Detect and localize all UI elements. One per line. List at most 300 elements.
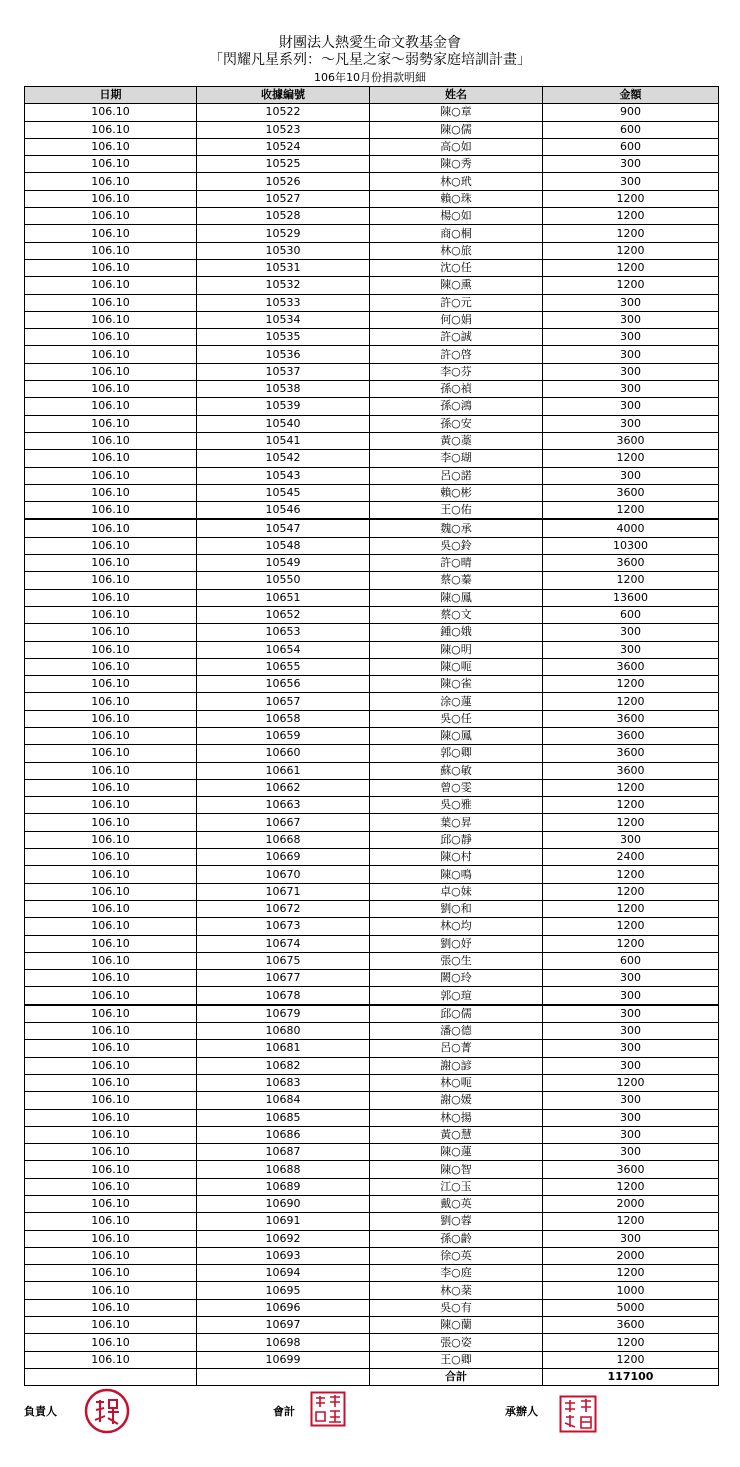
- cell-amount: 300: [543, 1023, 719, 1040]
- cell-name: 曾○雯: [370, 779, 543, 796]
- table-row: [25, 970, 719, 987]
- cell-amount: 300: [543, 1005, 719, 1023]
- cell-amount: 1200: [543, 866, 719, 883]
- table-header-row: [25, 87, 719, 104]
- cell-receipt: 10536: [197, 346, 370, 363]
- cell-amount: 3600: [543, 432, 719, 449]
- table-row: [25, 415, 719, 432]
- cell-amount: 300: [543, 1040, 719, 1057]
- cell-receipt: 10674: [197, 935, 370, 952]
- cell-date: 106.10: [25, 1109, 197, 1126]
- cell-name: 黃○藁: [370, 432, 543, 449]
- cell-date: 106.10: [25, 467, 197, 484]
- cell-amount: 1200: [543, 572, 719, 589]
- cell-date: 106.10: [25, 415, 197, 432]
- table-row: [25, 710, 719, 727]
- cell-receipt: 10688: [197, 1161, 370, 1178]
- cell-receipt: 10686: [197, 1126, 370, 1143]
- cell-name: 孫○齡: [370, 1230, 543, 1247]
- cell-amount: 1200: [543, 190, 719, 207]
- cell-date: 106.10: [25, 883, 197, 900]
- cell-receipt: 10689: [197, 1178, 370, 1195]
- cell-amount: 1200: [543, 259, 719, 276]
- table-row: [25, 190, 719, 207]
- cell-receipt: 10652: [197, 606, 370, 623]
- cell-amount: 300: [543, 624, 719, 641]
- cell-name: 郭○瑄: [370, 987, 543, 1005]
- cell-amount: 900: [543, 104, 719, 121]
- table-row: [25, 831, 719, 848]
- cell-receipt: 10539: [197, 398, 370, 415]
- cell-date: 106.10: [25, 104, 197, 121]
- table-row: [25, 641, 719, 658]
- cell-name: 林○玳: [370, 173, 543, 190]
- cell-receipt: 10522: [197, 104, 370, 121]
- cell-date: 106.10: [25, 311, 197, 328]
- cell-name: 陳○章: [370, 104, 543, 121]
- table-row: [25, 935, 719, 952]
- cell-date: 106.10: [25, 190, 197, 207]
- cell-receipt: 10662: [197, 779, 370, 796]
- table-row: [25, 866, 719, 883]
- cell-receipt: 10532: [197, 277, 370, 294]
- cell-receipt: 10692: [197, 1230, 370, 1247]
- cell-receipt: 10690: [197, 1196, 370, 1213]
- cell-date: 106.10: [25, 450, 197, 467]
- cell-receipt: 10671: [197, 883, 370, 900]
- cell-date: 106.10: [25, 641, 197, 658]
- cell-date: 106.10: [25, 918, 197, 935]
- cell-date: 106.10: [25, 1092, 197, 1109]
- cell-date: 106.10: [25, 797, 197, 814]
- cell-receipt: 10523: [197, 121, 370, 138]
- cell-date: 106.10: [25, 225, 197, 242]
- cell-receipt: 10541: [197, 432, 370, 449]
- cell-receipt: 10655: [197, 658, 370, 675]
- table-body: [25, 104, 719, 1369]
- table-row: [25, 311, 719, 328]
- cell-date: 106.10: [25, 138, 197, 155]
- cell-amount: 300: [543, 641, 719, 658]
- cell-receipt: 10696: [197, 1299, 370, 1316]
- cell-receipt: 10683: [197, 1074, 370, 1091]
- cell-name: 陳○明: [370, 641, 543, 658]
- cell-amount: 300: [543, 173, 719, 190]
- cell-amount: 1200: [543, 693, 719, 710]
- cell-name: 陳○秀: [370, 156, 543, 173]
- cell-name: 邱○儒: [370, 1005, 543, 1023]
- cell-receipt: 10675: [197, 952, 370, 969]
- cell-amount: 4000: [543, 519, 719, 537]
- cell-amount: 1200: [543, 814, 719, 831]
- col-header-receipt: 收據編號: [197, 87, 370, 104]
- total-row: [25, 1368, 719, 1385]
- cell-name: 吳○雅: [370, 797, 543, 814]
- cell-name: 陳○鳳: [370, 589, 543, 606]
- table-row: [25, 467, 719, 484]
- cell-name: 謝○諺: [370, 1057, 543, 1074]
- cell-name: 呂○諾: [370, 467, 543, 484]
- table-row: [25, 156, 719, 173]
- cell-date: 106.10: [25, 1247, 197, 1264]
- cell-amount: 1200: [543, 918, 719, 935]
- table-row: [25, 1161, 719, 1178]
- cell-receipt: 10670: [197, 866, 370, 883]
- table-row: [25, 363, 719, 380]
- cell-name: 呂○菁: [370, 1040, 543, 1057]
- cell-name: 陳○雀: [370, 676, 543, 693]
- cell-name: 劉○蓉: [370, 1213, 543, 1230]
- cell-date: 106.10: [25, 1161, 197, 1178]
- cell-name: 闕○玲: [370, 970, 543, 987]
- cell-name: 賴○彬: [370, 484, 543, 501]
- cell-name: 陳○熏: [370, 277, 543, 294]
- cell-name: 李○瑚: [370, 450, 543, 467]
- cell-amount: 3600: [543, 710, 719, 727]
- table-row: [25, 555, 719, 572]
- cell-name: 許○啓: [370, 346, 543, 363]
- cell-amount: 2000: [543, 1196, 719, 1213]
- table-row: [25, 745, 719, 762]
- cell-date: 106.10: [25, 1144, 197, 1161]
- table-row: [25, 883, 719, 900]
- table-row: [25, 693, 719, 710]
- cell-receipt: 10663: [197, 797, 370, 814]
- cell-name: 蔡○文: [370, 606, 543, 623]
- cell-date: 106.10: [25, 727, 197, 744]
- project-subtitle: 「閃耀凡星系列：～凡星之家～弱勢家庭培訓計畫」: [209, 52, 531, 68]
- cell-date: 106.10: [25, 519, 197, 537]
- table-row: [25, 294, 719, 311]
- cell-name: 林○呃: [370, 1074, 543, 1091]
- cell-date: 106.10: [25, 745, 197, 762]
- cell-amount: 3600: [543, 658, 719, 675]
- cell-date: 106.10: [25, 1282, 197, 1299]
- cell-receipt: 10530: [197, 242, 370, 259]
- cell-receipt: 10527: [197, 190, 370, 207]
- cell-date: 106.10: [25, 849, 197, 866]
- total-empty-cell: [197, 1368, 370, 1385]
- table-row: [25, 242, 719, 259]
- table-row: [25, 797, 719, 814]
- table-row: [25, 658, 719, 675]
- cell-name: 賴○珠: [370, 190, 543, 207]
- cell-name: 許○晴: [370, 555, 543, 572]
- table-row: [25, 225, 719, 242]
- cell-amount: 3600: [543, 484, 719, 501]
- cell-name: 黃○慧: [370, 1126, 543, 1143]
- table-row: [25, 1213, 719, 1230]
- table-row: [25, 1317, 719, 1334]
- cell-receipt: 10667: [197, 814, 370, 831]
- table-row: [25, 484, 719, 501]
- cell-name: 林○均: [370, 918, 543, 935]
- cell-date: 106.10: [25, 156, 197, 173]
- table-row: [25, 900, 719, 917]
- cell-amount: 300: [543, 294, 719, 311]
- cell-name: 徐○英: [370, 1247, 543, 1264]
- cell-date: 106.10: [25, 952, 197, 969]
- cell-receipt: 10660: [197, 745, 370, 762]
- cell-receipt: 10545: [197, 484, 370, 501]
- cell-date: 106.10: [25, 294, 197, 311]
- cell-name: 劉○妤: [370, 935, 543, 952]
- cell-amount: 300: [543, 363, 719, 380]
- cell-date: 106.10: [25, 900, 197, 917]
- responsible-seal: [84, 1388, 130, 1434]
- cell-amount: 1200: [543, 797, 719, 814]
- cell-date: 106.10: [25, 1040, 197, 1057]
- cell-name: 陳○村: [370, 849, 543, 866]
- cell-date: 106.10: [25, 1334, 197, 1351]
- cell-receipt: 10653: [197, 624, 370, 641]
- responsible-label: 負責人: [24, 1405, 57, 1418]
- cell-date: 106.10: [25, 537, 197, 554]
- cell-name: 楊○如: [370, 208, 543, 225]
- table-row: [25, 1057, 719, 1074]
- cell-amount: 3600: [543, 762, 719, 779]
- table-row: [25, 450, 719, 467]
- cell-receipt: 10533: [197, 294, 370, 311]
- table-row: [25, 1178, 719, 1195]
- table-row: [25, 1144, 719, 1161]
- cell-name: 郭○卿: [370, 745, 543, 762]
- cell-date: 106.10: [25, 502, 197, 520]
- cell-amount: 1200: [543, 1178, 719, 1195]
- table-row: [25, 814, 719, 831]
- cell-name: 江○玉: [370, 1178, 543, 1195]
- cell-name: 陳○鳳: [370, 727, 543, 744]
- cell-amount: 3600: [543, 1317, 719, 1334]
- cell-name: 張○姿: [370, 1334, 543, 1351]
- cell-date: 106.10: [25, 1023, 197, 1040]
- table-row: [25, 277, 719, 294]
- cell-receipt: 10538: [197, 381, 370, 398]
- cell-receipt: 10524: [197, 138, 370, 155]
- cell-date: 106.10: [25, 381, 197, 398]
- table-row: [25, 779, 719, 796]
- cell-date: 106.10: [25, 970, 197, 987]
- cell-date: 106.10: [25, 1005, 197, 1023]
- table-row: [25, 624, 719, 641]
- cell-receipt: 10547: [197, 519, 370, 537]
- table-row: [25, 138, 719, 155]
- cell-receipt: 10677: [197, 970, 370, 987]
- total-label: 合計: [370, 1368, 543, 1385]
- cell-name: 涂○蓮: [370, 693, 543, 710]
- col-header-date: 日期: [25, 87, 197, 104]
- cell-receipt: 10529: [197, 225, 370, 242]
- cell-name: 戴○英: [370, 1196, 543, 1213]
- cell-date: 106.10: [25, 710, 197, 727]
- cell-amount: 300: [543, 156, 719, 173]
- table-row: [25, 1126, 719, 1143]
- cell-receipt: 10668: [197, 831, 370, 848]
- cell-name: 何○娟: [370, 311, 543, 328]
- table-row: [25, 1092, 719, 1109]
- table-row: [25, 1109, 719, 1126]
- cell-date: 106.10: [25, 831, 197, 848]
- cell-amount: 300: [543, 381, 719, 398]
- cell-name: 蔡○蓁: [370, 572, 543, 589]
- cell-name: 吳○有: [370, 1299, 543, 1316]
- cell-amount: 600: [543, 952, 719, 969]
- table-row: [25, 173, 719, 190]
- table-row: [25, 589, 719, 606]
- cell-name: 高○如: [370, 138, 543, 155]
- cell-amount: 600: [543, 606, 719, 623]
- cell-receipt: 10537: [197, 363, 370, 380]
- org-title: 財團法人熱愛生命文教基金會: [279, 35, 461, 51]
- table-row: [25, 676, 719, 693]
- table-row: [25, 572, 719, 589]
- cell-amount: 600: [543, 121, 719, 138]
- cell-receipt: 10661: [197, 762, 370, 779]
- handler-seal: [559, 1395, 597, 1433]
- cell-receipt: 10698: [197, 1334, 370, 1351]
- cell-receipt: 10546: [197, 502, 370, 520]
- cell-name: 葉○昇: [370, 814, 543, 831]
- cell-receipt: 10658: [197, 710, 370, 727]
- cell-receipt: 10528: [197, 208, 370, 225]
- cell-name: 陳○鳴: [370, 866, 543, 883]
- cell-amount: 1200: [543, 779, 719, 796]
- cell-receipt: 10684: [197, 1092, 370, 1109]
- cell-receipt: 10697: [197, 1317, 370, 1334]
- cell-amount: 1200: [543, 208, 719, 225]
- table-row: [25, 519, 719, 537]
- cell-name: 李○芬: [370, 363, 543, 380]
- cell-name: 王○佑: [370, 502, 543, 520]
- cell-name: 吳○任: [370, 710, 543, 727]
- table-row: [25, 606, 719, 623]
- cell-date: 106.10: [25, 1265, 197, 1282]
- cell-date: 106.10: [25, 1057, 197, 1074]
- cell-date: 106.10: [25, 1178, 197, 1195]
- cell-receipt: 10526: [197, 173, 370, 190]
- table-row: [25, 398, 719, 415]
- cell-date: 106.10: [25, 1074, 197, 1091]
- table-row: [25, 1040, 719, 1057]
- cell-amount: 300: [543, 1230, 719, 1247]
- col-header-name: 姓名: [370, 87, 543, 104]
- table-row: [25, 1334, 719, 1351]
- cell-receipt: 10535: [197, 329, 370, 346]
- table-row: [25, 762, 719, 779]
- cell-receipt: 10654: [197, 641, 370, 658]
- cell-name: 陳○呃: [370, 658, 543, 675]
- cell-amount: 1200: [543, 935, 719, 952]
- table-row: [25, 952, 719, 969]
- cell-amount: 600: [543, 138, 719, 155]
- cell-amount: 300: [543, 1109, 719, 1126]
- cell-name: 王○卿: [370, 1351, 543, 1368]
- table-row: [25, 1351, 719, 1368]
- total-empty-cell: [25, 1368, 197, 1385]
- cell-date: 106.10: [25, 1317, 197, 1334]
- cell-name: 鍾○娥: [370, 624, 543, 641]
- cell-date: 106.10: [25, 1196, 197, 1213]
- cell-name: 林○揚: [370, 1109, 543, 1126]
- cell-receipt: 10659: [197, 727, 370, 744]
- cell-receipt: 10695: [197, 1282, 370, 1299]
- cell-receipt: 10531: [197, 259, 370, 276]
- cell-amount: 1200: [543, 242, 719, 259]
- table-row: [25, 208, 719, 225]
- cell-amount: 3600: [543, 555, 719, 572]
- table-row: [25, 918, 719, 935]
- table-row: [25, 104, 719, 121]
- cell-date: 106.10: [25, 121, 197, 138]
- table-row: [25, 727, 719, 744]
- cell-date: 106.10: [25, 173, 197, 190]
- cell-receipt: 10669: [197, 849, 370, 866]
- cell-receipt: 10534: [197, 311, 370, 328]
- cell-name: 卓○妹: [370, 883, 543, 900]
- total-value: 117100: [543, 1368, 719, 1385]
- cell-receipt: 10694: [197, 1265, 370, 1282]
- cell-amount: 300: [543, 970, 719, 987]
- cell-date: 106.10: [25, 762, 197, 779]
- cell-name: 謝○媛: [370, 1092, 543, 1109]
- cell-date: 106.10: [25, 398, 197, 415]
- cell-name: 孫○鴻: [370, 398, 543, 415]
- cell-receipt: 10673: [197, 918, 370, 935]
- cell-receipt: 10687: [197, 1144, 370, 1161]
- cell-name: 陳○智: [370, 1161, 543, 1178]
- cell-receipt: 10682: [197, 1057, 370, 1074]
- cell-receipt: 10679: [197, 1005, 370, 1023]
- cell-date: 106.10: [25, 1230, 197, 1247]
- cell-amount: 300: [543, 415, 719, 432]
- cell-date: 106.10: [25, 346, 197, 363]
- cell-receipt: 10525: [197, 156, 370, 173]
- cell-name: 孫○禎: [370, 381, 543, 398]
- cell-amount: 2400: [543, 849, 719, 866]
- table-row: [25, 1005, 719, 1023]
- cell-name: 許○元: [370, 294, 543, 311]
- cell-date: 106.10: [25, 693, 197, 710]
- cell-receipt: 10550: [197, 572, 370, 589]
- table-row: [25, 1023, 719, 1040]
- cell-date: 106.10: [25, 1299, 197, 1316]
- cell-date: 106.10: [25, 658, 197, 675]
- cell-amount: 1200: [543, 1213, 719, 1230]
- cell-receipt: 10699: [197, 1351, 370, 1368]
- cell-date: 106.10: [25, 277, 197, 294]
- table-row: [25, 1299, 719, 1316]
- table-row: [25, 987, 719, 1005]
- cell-amount: 1200: [543, 502, 719, 520]
- cell-receipt: 10549: [197, 555, 370, 572]
- cell-amount: 1200: [543, 883, 719, 900]
- accounting-label: 會計: [273, 1405, 295, 1418]
- cell-name: 邱○靜: [370, 831, 543, 848]
- cell-receipt: 10685: [197, 1109, 370, 1126]
- cell-date: 106.10: [25, 624, 197, 641]
- cell-amount: 300: [543, 311, 719, 328]
- table-row: [25, 502, 719, 520]
- table-row: [25, 1247, 719, 1264]
- table-row: [25, 537, 719, 554]
- cell-date: 106.10: [25, 1213, 197, 1230]
- cell-name: 陳○蘭: [370, 1317, 543, 1334]
- cell-date: 106.10: [25, 363, 197, 380]
- cell-name: 蘇○敏: [370, 762, 543, 779]
- cell-receipt: 10540: [197, 415, 370, 432]
- cell-name: 林○棻: [370, 1282, 543, 1299]
- cell-name: 劉○和: [370, 900, 543, 917]
